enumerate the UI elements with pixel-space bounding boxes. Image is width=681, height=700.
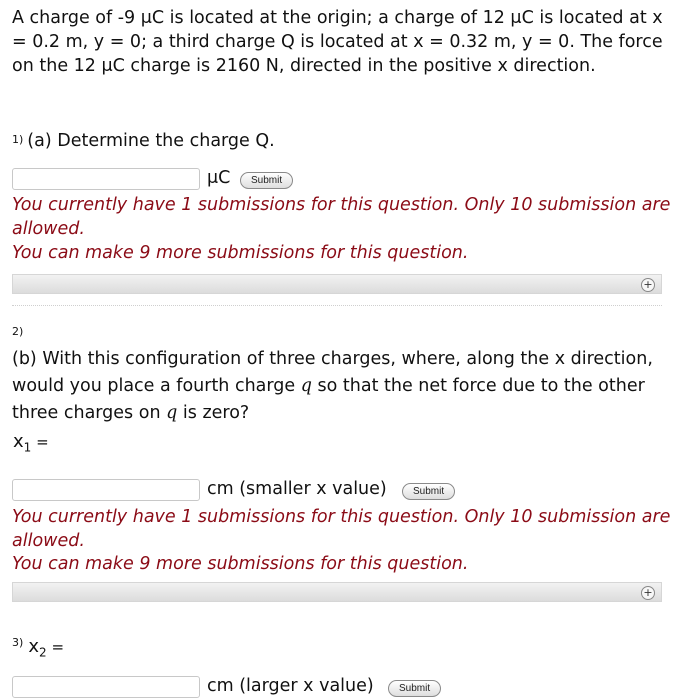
- question-1-hint-bar[interactable]: [12, 274, 662, 294]
- question-2-prompt: [12, 346, 672, 427]
- question-2-variable-label: $x_1$ =: [13, 431, 49, 455]
- question-1-number: 1): [12, 133, 24, 146]
- charge-q-symbol: q: [166, 403, 178, 423]
- question-1-submit-button[interactable]: Submit: [240, 172, 293, 189]
- question-3-submit-button[interactable]: Submit: [388, 680, 441, 697]
- question-2-number: 2): [12, 325, 24, 338]
- question-2-submit-button[interactable]: Submit: [402, 483, 455, 500]
- question-1-unit: μC: [207, 168, 231, 188]
- question-1-text: (a) Determine the charge Q.: [27, 131, 275, 151]
- question-1-submission-count: You currently have 1 submissions for this question. Only 10 submission are allowed.: [12, 195, 671, 239]
- question-3-number: 3): [12, 636, 24, 649]
- question-3-answer-input[interactable]: [12, 676, 200, 698]
- question-separator: [12, 305, 662, 306]
- question-2-remaining-submissions: You can make 9 more submissions for this question.: [12, 554, 469, 574]
- question-2-hint-bar[interactable]: [12, 582, 662, 602]
- question-1-answer-input[interactable]: [12, 168, 200, 190]
- question-2-unit: cm (smaller x value): [207, 479, 387, 499]
- question-2-submission-count: You currently have 1 submissions for this question. Only 10 submission are allowed.: [12, 507, 671, 551]
- question-1-remaining-submissions: You can make 9 more submissions for this question.: [12, 243, 469, 263]
- charge-q-symbol: q: [300, 376, 312, 396]
- question-2-text-part2: so that the net force due to the other three charges on: [12, 376, 645, 423]
- plus-circle-icon[interactable]: +: [641, 586, 655, 600]
- question-3-label: [12, 636, 64, 660]
- question-1-prompt: [12, 128, 275, 155]
- question-2-text-part1: (b) With this configuration of three charges, where, along the x direction, would you place a fourth charge: [12, 349, 653, 396]
- plus-circle-icon[interactable]: +: [641, 278, 655, 292]
- problem-intro: A charge of -9 μC is located at the origin; a charge of 12 μC is located at x = 0.2 m, y = 0; a third charge Q is located at x = 0.32 m, y = 0. The force on the 12 μC charge is 2160 N, directed in the positive x direction.: [12, 8, 663, 76]
- question-3-unit: cm (larger x value): [207, 676, 374, 696]
- question-3-variable-label: $x_2$ =: [28, 636, 65, 660]
- question-2-text-part3: is zero?: [182, 403, 250, 423]
- question-2-answer-input[interactable]: [12, 479, 200, 501]
